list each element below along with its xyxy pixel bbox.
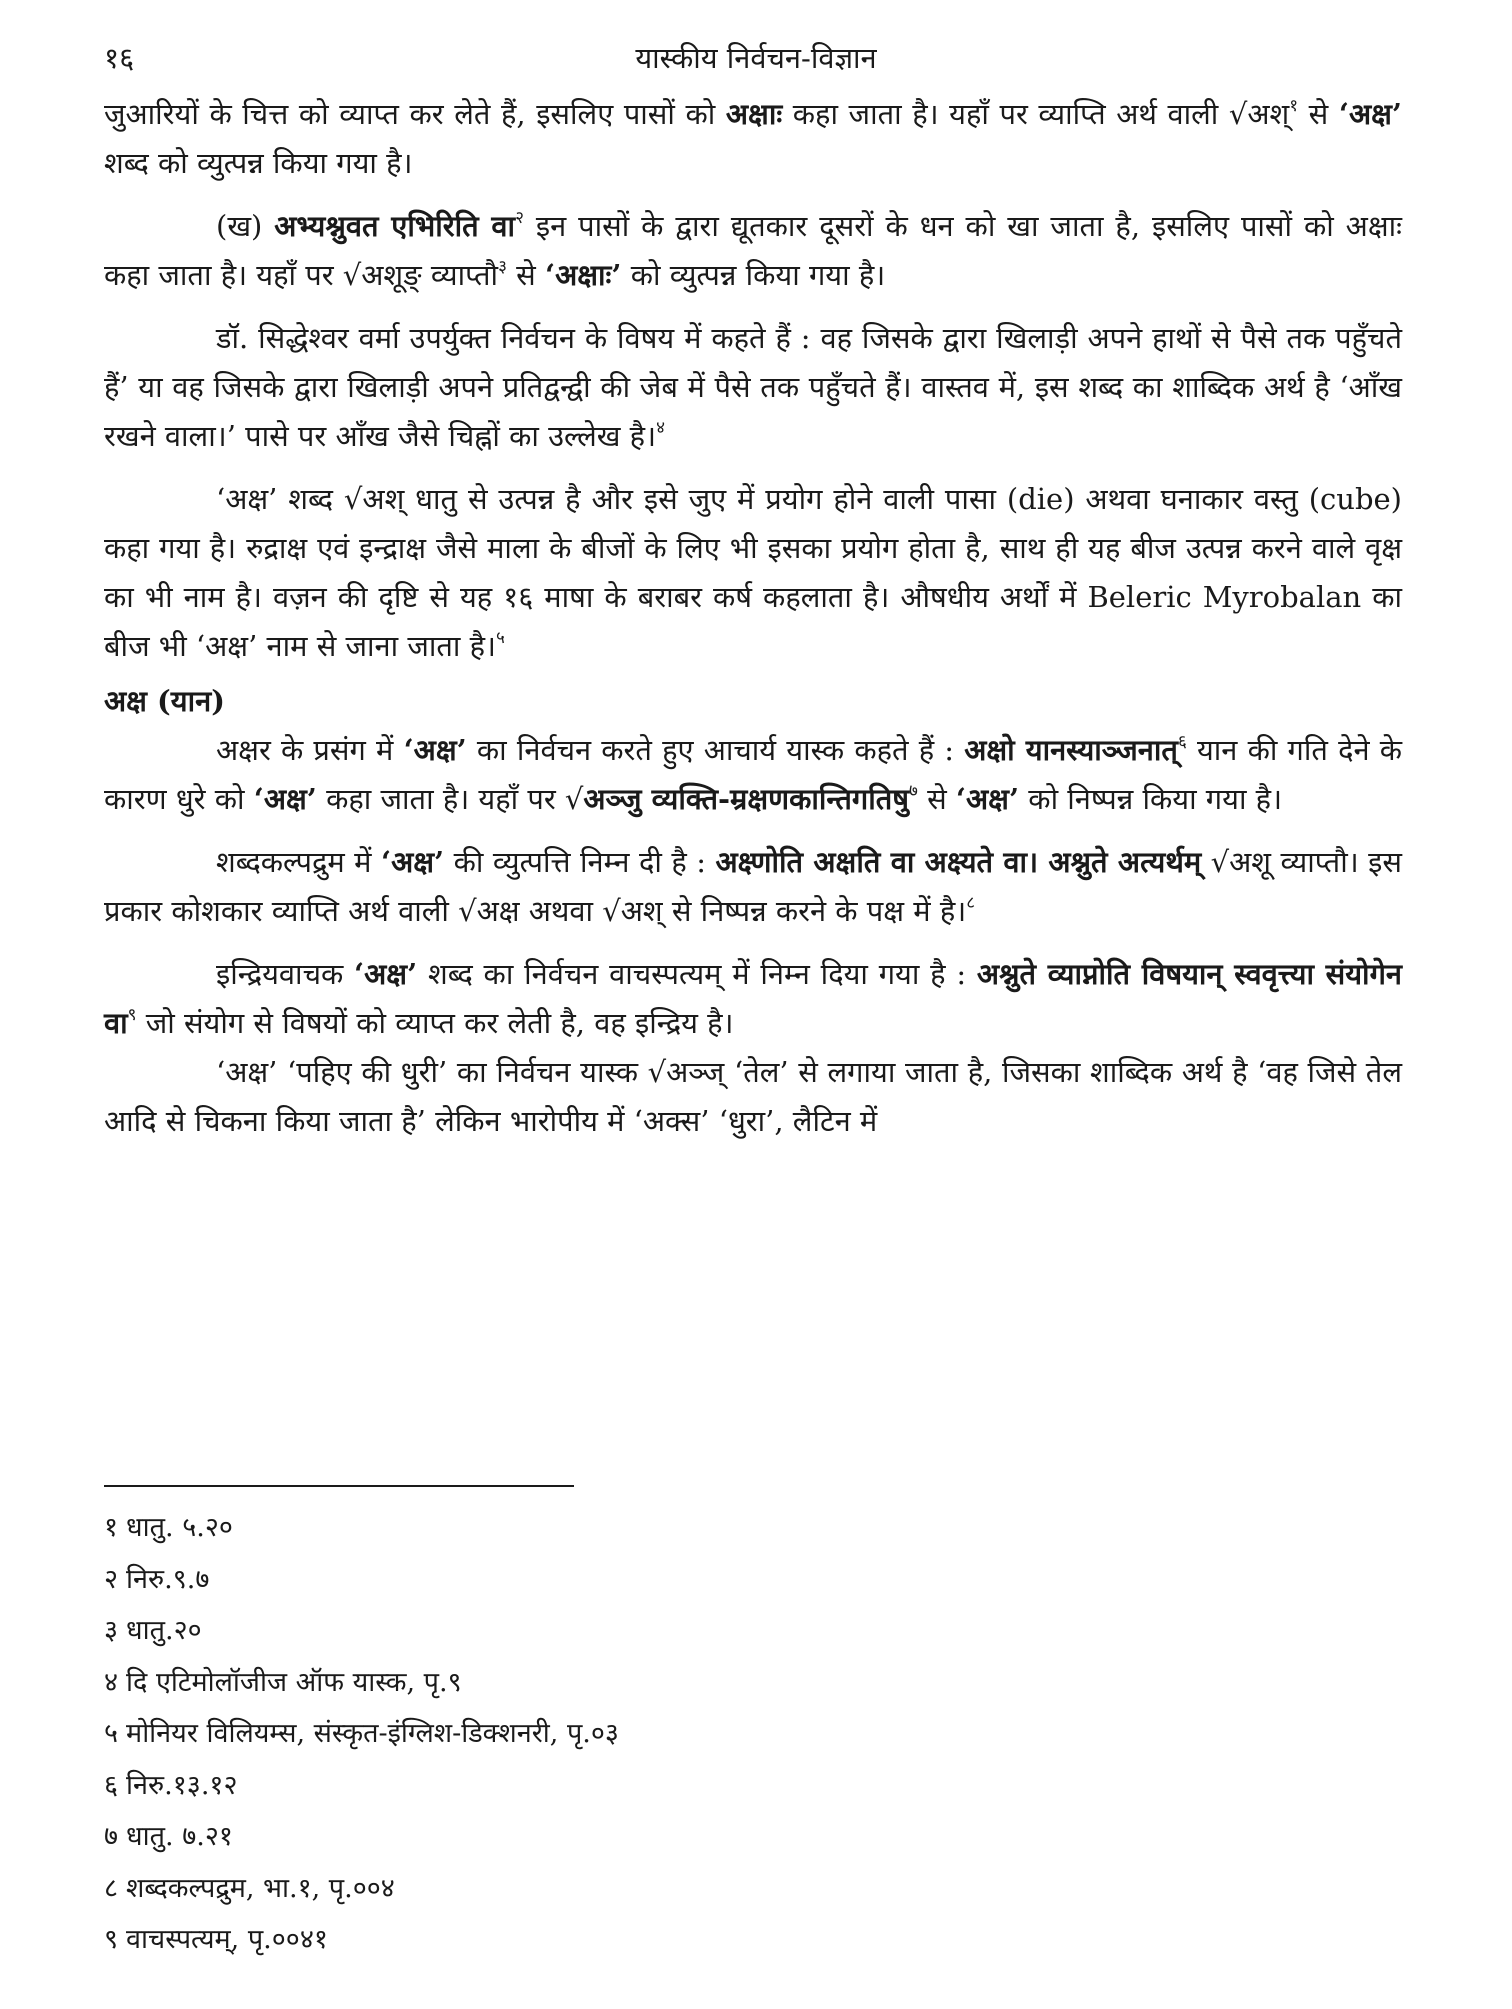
footnote-6 xyxy=(104,1760,1004,1812)
footnote-number: ४ xyxy=(104,1666,119,1698)
bold-term: अश्नुते व्याप्नोति विषयान् स्ववृत्त्या संयोगेन वा xyxy=(104,957,1402,1040)
text-run: √अशू व्याप्तौ। इस प्रकार कोशकार व्याप्ति अर्थ वाली √अक्ष अथवा √अश् से निष्पन्न करने के पक्ष में है। xyxy=(104,845,1403,928)
footnote-divider xyxy=(104,1485,574,1487)
paragraph-4 xyxy=(104,475,1402,671)
bold-term: ‘अक्ष’ xyxy=(380,845,445,879)
paragraph-5 xyxy=(104,726,1402,824)
text-run: को निष्पन्न किया गया है। xyxy=(1019,782,1283,816)
footnote-ref: ७ xyxy=(909,781,918,801)
text-run: से xyxy=(1298,97,1339,131)
paragraph-2 xyxy=(104,202,1402,300)
footnote-number: १ xyxy=(104,1512,119,1543)
footnote-number: ३ xyxy=(104,1615,119,1646)
footnotes xyxy=(104,1502,1004,1966)
text-run: (ख) xyxy=(216,209,275,243)
text-run: कहा जाता है। यहाँ पर व्याप्ति अर्थ वाली √अश् xyxy=(782,97,1290,131)
page-header xyxy=(104,38,1408,86)
footnote-number: ६ xyxy=(104,1769,119,1801)
footnote-7 xyxy=(104,1811,1004,1863)
footnote-text: वाचस्पत्यम्, पृ.००४१ xyxy=(126,1924,328,1955)
footnote-text: धातु. ५.२० xyxy=(126,1512,233,1543)
footnote-ref: २ xyxy=(515,208,524,228)
bold-term: ‘अक्ष’ xyxy=(253,782,317,816)
text-run: का निर्वचन करते हुए आचार्य यास्क कहते हैं : xyxy=(466,733,965,767)
footnote-text: निरु.१३.१२ xyxy=(126,1769,238,1801)
footnote-5 xyxy=(104,1708,1004,1760)
text-run: ‘अक्ष’ शब्द √अश् धातु से उत्पन्न है और इसे जुए में प्रयोग होने वाली पासा (die) अथवा घनाकार वस्तु (cube) कहा गया है। रुद्राक्ष एवं इन्द्राक्ष जैसे माला के बीजों के लिए भी इसका प्रयोग होता है, साथ ही यह बीज उत्पन्न करने वाले वृक्ष का भी नाम है। वज़न की दृष्टि से यह १६ माषा के बराबर कर्ष कहलाता है। औषधीय अर्थों में Beleric Myrobalan का बीज भी ‘अक्ष’ नाम से जाना जाता है। xyxy=(104,482,1402,663)
paragraph-3 xyxy=(104,314,1402,461)
bold-term: ‘अक्ष’ xyxy=(1338,97,1402,131)
footnote-number: २ xyxy=(104,1563,119,1595)
text-run: अक्षर के प्रसंग में xyxy=(216,733,404,767)
footnote-2 xyxy=(104,1554,1004,1606)
text-run: जो संयोग से विषयों को व्याप्त कर लेती है, वह इन्द्रिय है। xyxy=(136,1006,734,1040)
paragraph-6 xyxy=(104,838,1402,936)
bold-term: अक्षाः xyxy=(725,97,783,131)
footnote-text: निरु.९.७ xyxy=(126,1563,210,1595)
text-run: यान की गति देने के कारण धुरे को xyxy=(104,733,1403,816)
footnote-text: धातु. ७.२१ xyxy=(126,1821,233,1852)
text-run: डॉ. सिद्धेश्वर वर्मा उपर्युक्त निर्वचन के विषय में कहते हैं : वह जिसके द्वारा खिलाड़ी अपने हाथों से पैसे तक पहुँचते हैं’ या वह जिसके द्वारा खिलाड़ी अपने प्रतिद्वन्द्वी की जेब में पैसे तक पहुँचते हैं। वास्तव में, इस शब्द का शाब्दिक अर्थ है ‘आँख रखने वाला।’ पासे पर आँख जैसे चिह्नों का उल्लेख है। xyxy=(104,321,1402,453)
text-run: कहा जाता है। यहाँ पर √ xyxy=(316,782,584,816)
footnote-number: ९ xyxy=(104,1924,119,1955)
footnote-1 xyxy=(104,1502,1004,1554)
footnote-ref: ३ xyxy=(498,257,507,277)
bold-term: ‘अक्षाः’ xyxy=(544,258,622,292)
bold-term: ‘अक्ष’ xyxy=(955,782,1020,816)
footnote-ref: ९ xyxy=(127,1005,137,1025)
footnote-text: शब्दकल्पद्रुम, भा.१, पृ.००४ xyxy=(126,1872,395,1904)
text-run: जुआरियों के चित्त को व्याप्त कर लेते हैं, इसलिए पासों को xyxy=(104,97,726,131)
paragraph-1 xyxy=(104,90,1402,188)
text-run: की व्युत्पत्ति निम्न दी है : xyxy=(444,845,716,879)
text-run: ‘अक्ष’ ‘पहिए की धुरी’ का निर्वचन यास्क √अञ्ज् ‘तेल’ से लगाया जाता है, जिसका शाब्दिक अर्थ है ‘वह जिसे तेल आदि से चिकना किया जाता है’ लेकिन भारोपीय में ‘अक्स’ ‘धुरा’, लैटिन में xyxy=(104,1055,1402,1138)
bold-term: अभ्यश्नुवत एभिरिति वा xyxy=(274,209,516,243)
footnote-number: ७ xyxy=(104,1821,119,1852)
paragraph-8 xyxy=(104,1048,1402,1146)
text-run: से xyxy=(506,258,545,292)
text-run: शब्द को व्युत्पन्न किया गया है। xyxy=(104,146,413,180)
running-title: यास्कीय निर्वचन-विज्ञान xyxy=(635,41,877,75)
body-text xyxy=(104,90,1402,1146)
footnote-ref: ८ xyxy=(966,893,976,913)
page-number: १६ xyxy=(104,41,135,75)
text-run: से xyxy=(917,782,956,816)
footnote-number: ८ xyxy=(104,1872,119,1904)
footnote-ref: ४ xyxy=(656,418,665,438)
footnote-ref: ६ xyxy=(1177,732,1187,752)
text-run: शब्दकल्पद्रुम में xyxy=(216,845,381,879)
footnote-text: मोनियर विलियम्स, संस्कृत-इंग्लिश-डिक्शनरी, पृ.०३ xyxy=(126,1718,619,1749)
footnote-4 xyxy=(104,1657,1004,1709)
footnote-3 xyxy=(104,1605,1004,1657)
footnote-8 xyxy=(104,1863,1004,1915)
footnote-ref: १ xyxy=(1289,96,1299,116)
section-heading: अक्ष (यान) xyxy=(104,684,225,718)
text-run: शब्द का निर्वचन वाचस्पत्यम् में निम्न दिया गया है : xyxy=(417,957,977,991)
footnote-9 xyxy=(104,1914,1004,1966)
footnote-text: दि एटिमोलॉजीज ऑफ यास्क, पृ.९ xyxy=(126,1666,462,1698)
text-run: को व्युत्पन्न किया गया है। xyxy=(621,258,886,292)
text-run: इन पासों के द्वारा द्यूतकार दूसरों के धन को खा जाता है, इसलिए पासों को अक्षाः कहा जाता है। यहाँ पर √अशूङ् व्याप्तौ xyxy=(104,209,1402,292)
footnote-text: धातु.२० xyxy=(126,1615,202,1646)
bold-term: अञ्जु व्यक्ति-म्रक्षणकान्तिगतिषु xyxy=(583,782,910,816)
footnote-number: ५ xyxy=(104,1718,119,1749)
text-run: इन्द्रियवाचक xyxy=(216,957,355,991)
footnote-ref: ५ xyxy=(496,628,505,648)
bold-term: अक्षो यानस्याञ्जनात् xyxy=(964,733,1178,767)
paragraph-7 xyxy=(104,950,1402,1048)
bold-term: ‘अक्ष’ xyxy=(403,733,467,767)
bold-term: ‘अक्ष’ xyxy=(354,957,418,991)
bold-term: अक्ष्णोति अक्षति वा अक्ष्यते वा। अश्नुते अत्यर्थम् xyxy=(715,845,1202,879)
